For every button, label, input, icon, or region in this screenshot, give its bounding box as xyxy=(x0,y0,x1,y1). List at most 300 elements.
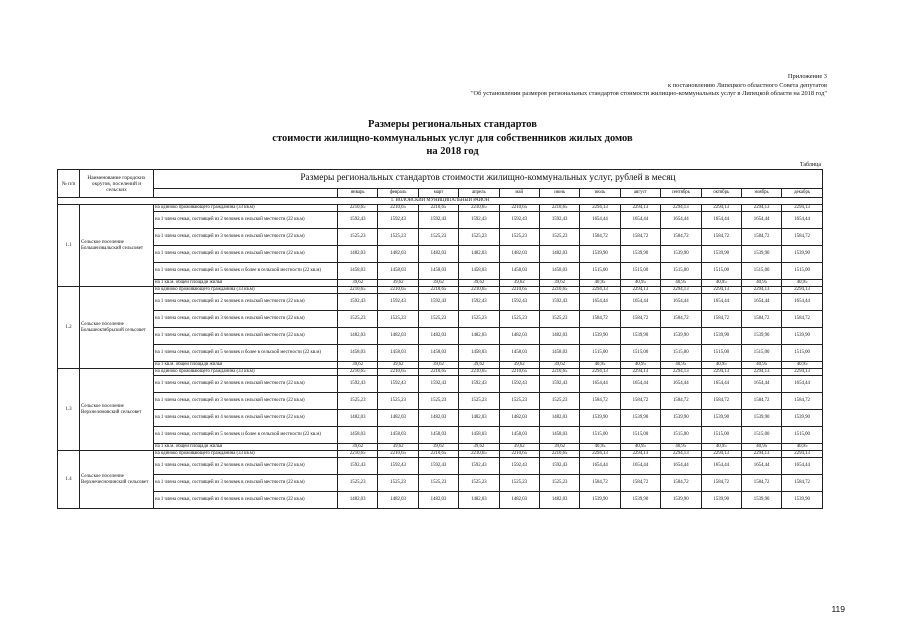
value-cell: 1654,44 xyxy=(620,294,660,311)
value-cell: 1539,90 xyxy=(580,492,620,509)
value-cell: 1654,44 xyxy=(620,212,660,229)
value-cell: 1584,72 xyxy=(661,393,701,410)
value-cell: 2210,65 xyxy=(459,287,499,294)
value-cell: 1458,03 xyxy=(378,345,418,362)
value-cell: 1482,03 xyxy=(539,246,579,263)
value-cell: 39,62 xyxy=(418,362,458,369)
table-row xyxy=(58,205,823,212)
value-cell: 1592,43 xyxy=(499,212,539,229)
value-cell: 39,62 xyxy=(378,280,418,287)
value-cell: 1592,43 xyxy=(418,376,458,393)
value-cell: 39,62 xyxy=(378,362,418,369)
value-cell: 1458,03 xyxy=(459,263,499,280)
header-num: № п/п xyxy=(58,170,80,198)
value-cell: 1525,23 xyxy=(378,229,418,246)
header-month: декабрь xyxy=(782,189,823,198)
value-cell: 39,62 xyxy=(539,444,579,451)
value-cell: 1458,03 xyxy=(539,345,579,362)
header-month: июль xyxy=(580,189,620,198)
value-cell: 1458,03 xyxy=(459,345,499,362)
value-cell: 2294,13 xyxy=(701,287,741,294)
value-cell: 1584,72 xyxy=(741,393,781,410)
value-cell: 2210,65 xyxy=(418,205,458,212)
value-cell: 39,62 xyxy=(338,280,378,287)
value-cell: 1458,03 xyxy=(539,263,579,280)
table-row xyxy=(58,345,823,362)
value-cell: 1592,43 xyxy=(378,458,418,475)
value-cell: 1525,23 xyxy=(338,229,378,246)
row-description: на 1 члена семьи, состоящей из 5 человек и более в сельской местности (22 кв.м) xyxy=(154,345,338,362)
table-row xyxy=(58,451,823,458)
value-cell: 1482,03 xyxy=(459,410,499,427)
value-cell: 1525,23 xyxy=(418,311,458,328)
value-cell: 1458,03 xyxy=(418,263,458,280)
value-cell: 1539,90 xyxy=(620,246,660,263)
value-cell: 1482,03 xyxy=(459,328,499,345)
header-desc-blank xyxy=(154,189,338,198)
value-cell: 1515,00 xyxy=(741,263,781,280)
value-cell: 1584,72 xyxy=(782,393,823,410)
value-cell: 1515,00 xyxy=(580,263,620,280)
value-cell: 1482,03 xyxy=(499,328,539,345)
value-cell: 1539,90 xyxy=(741,328,781,345)
value-cell: 2210,65 xyxy=(499,205,539,212)
value-cell: 40,95 xyxy=(741,280,781,287)
value-cell: 1592,43 xyxy=(418,294,458,311)
value-cell: 1584,72 xyxy=(580,229,620,246)
value-cell: 2294,13 xyxy=(741,369,781,376)
value-cell: 1654,44 xyxy=(782,294,823,311)
value-cell: 2294,13 xyxy=(661,451,701,458)
value-cell: 1458,03 xyxy=(499,345,539,362)
value-cell: 1584,72 xyxy=(620,475,660,492)
value-cell: 1654,44 xyxy=(661,294,701,311)
value-cell: 40,95 xyxy=(741,362,781,369)
value-cell: 1482,03 xyxy=(338,410,378,427)
value-cell: 2210,65 xyxy=(378,205,418,212)
value-cell: 1515,00 xyxy=(741,345,781,362)
value-cell: 40,95 xyxy=(701,280,741,287)
value-cell: 40,95 xyxy=(782,362,823,369)
value-cell: 40,95 xyxy=(661,280,701,287)
value-cell: 2294,13 xyxy=(741,205,781,212)
district-row xyxy=(58,198,823,205)
value-cell: 1458,03 xyxy=(378,263,418,280)
value-cell: 1592,43 xyxy=(459,212,499,229)
header-month: февраль xyxy=(378,189,418,198)
value-cell: 1592,43 xyxy=(539,294,579,311)
value-cell: 1654,44 xyxy=(741,376,781,393)
row-description: на 1 члена семьи, состоящей из 4 человек в сельской местности (22 кв.м) xyxy=(154,328,338,345)
value-cell: 1539,90 xyxy=(580,246,620,263)
value-cell: 1515,00 xyxy=(782,345,823,362)
value-cell: 2210,65 xyxy=(338,451,378,458)
value-cell: 39,62 xyxy=(338,444,378,451)
value-cell: 2210,65 xyxy=(499,287,539,294)
value-cell: 40,95 xyxy=(620,444,660,451)
value-cell: 1584,72 xyxy=(701,393,741,410)
value-cell: 1654,44 xyxy=(580,458,620,475)
value-cell: 1654,44 xyxy=(741,458,781,475)
table-label: Таблица xyxy=(799,162,821,168)
value-cell: 1592,43 xyxy=(338,458,378,475)
value-cell: 1654,44 xyxy=(741,212,781,229)
value-cell: 2294,13 xyxy=(620,451,660,458)
value-cell: 1525,23 xyxy=(459,475,499,492)
value-cell: 1482,03 xyxy=(378,246,418,263)
value-cell: 2294,13 xyxy=(741,451,781,458)
header-month: январь xyxy=(338,189,378,198)
value-cell: 1539,90 xyxy=(782,328,823,345)
row-description: на 1 члена семьи, состоящей из 3 человек в сельской местности (22 кв.м) xyxy=(154,311,338,328)
value-cell: 40,95 xyxy=(580,362,620,369)
header-month: март xyxy=(418,189,458,198)
value-cell: 2210,65 xyxy=(539,287,579,294)
value-cell: 1654,44 xyxy=(661,212,701,229)
value-cell: 1525,23 xyxy=(378,311,418,328)
value-cell: 2210,65 xyxy=(338,369,378,376)
value-cell: 1539,90 xyxy=(782,410,823,427)
row-description: на 1 члена семьи, состоящей из 2 человек в сельской местности (22 кв.м) xyxy=(154,212,338,229)
header-month: сентябрь xyxy=(661,189,701,198)
appendix-label: Приложение 3 xyxy=(787,73,827,80)
value-cell: 2210,65 xyxy=(499,369,539,376)
value-cell: 2210,65 xyxy=(459,369,499,376)
document-title xyxy=(0,118,905,159)
table-row xyxy=(58,427,823,444)
value-cell: 1654,44 xyxy=(580,294,620,311)
value-cell: 1525,23 xyxy=(338,475,378,492)
title-line-2: стоимости жилищно-коммунальных услуг для собственников жилых домов xyxy=(272,132,633,144)
group-name: Сельское поселение Большеоктябрьский сельсовет xyxy=(80,287,154,369)
value-cell: 39,62 xyxy=(338,362,378,369)
value-cell: 39,62 xyxy=(378,444,418,451)
value-cell: 2294,13 xyxy=(701,369,741,376)
value-cell: 1482,03 xyxy=(338,328,378,345)
table-row xyxy=(58,475,823,492)
value-cell: 2294,13 xyxy=(580,287,620,294)
value-cell: 1525,23 xyxy=(338,393,378,410)
table-row xyxy=(58,376,823,393)
group-number: 1.2 xyxy=(58,287,80,369)
value-cell: 1539,90 xyxy=(701,492,741,509)
value-cell: 1525,23 xyxy=(499,393,539,410)
value-cell: 40,95 xyxy=(661,362,701,369)
value-cell: 1515,00 xyxy=(701,263,741,280)
value-cell: 2210,65 xyxy=(539,369,579,376)
table-row xyxy=(58,362,823,369)
value-cell: 1654,44 xyxy=(701,376,741,393)
value-cell: 2294,13 xyxy=(661,205,701,212)
table-row xyxy=(58,294,823,311)
row-description: на одиноко проживающего гражданина (33 кв.м) xyxy=(154,369,338,376)
value-cell: 1515,00 xyxy=(782,263,823,280)
value-cell: 2210,65 xyxy=(499,451,539,458)
value-cell: 1539,90 xyxy=(782,246,823,263)
value-cell: 1525,23 xyxy=(418,475,458,492)
table-row xyxy=(58,492,823,509)
row-description: на 1 члена семьи, состоящей из 4 человек в сельской местности (22 кв.м) xyxy=(154,246,338,263)
value-cell: 40,95 xyxy=(661,444,701,451)
value-cell: 1654,44 xyxy=(620,458,660,475)
value-cell: 1482,03 xyxy=(418,328,458,345)
value-cell: 1515,00 xyxy=(661,345,701,362)
table-row xyxy=(58,212,823,229)
value-cell: 1592,43 xyxy=(539,376,579,393)
header-month: июнь xyxy=(539,189,579,198)
value-cell: 1584,72 xyxy=(782,311,823,328)
table-row xyxy=(58,287,823,294)
value-cell: 1539,90 xyxy=(661,328,701,345)
table-row xyxy=(58,410,823,427)
value-cell: 2294,13 xyxy=(782,369,823,376)
value-cell: 1592,43 xyxy=(459,294,499,311)
value-cell: 1515,00 xyxy=(580,345,620,362)
value-cell: 1515,00 xyxy=(782,427,823,444)
table-row xyxy=(58,369,823,376)
table-row xyxy=(58,393,823,410)
value-cell: 39,62 xyxy=(499,362,539,369)
row-description: на 1 члена семьи, состоящей из 2 человек в сельской местности (22 кв.м) xyxy=(154,376,338,393)
value-cell: 1482,03 xyxy=(499,410,539,427)
value-cell: 2210,65 xyxy=(459,451,499,458)
row-description: на 1 кв.м. общей площади жилья xyxy=(154,444,338,451)
value-cell: 2294,13 xyxy=(580,369,620,376)
header-month: апрель xyxy=(459,189,499,198)
value-cell: 1482,03 xyxy=(539,410,579,427)
value-cell: 2294,13 xyxy=(782,287,823,294)
value-cell: 1584,72 xyxy=(580,475,620,492)
table-body xyxy=(58,198,823,509)
value-cell: 1482,03 xyxy=(459,246,499,263)
value-cell: 2294,13 xyxy=(701,205,741,212)
title-line-1: Размеры региональных стандартов xyxy=(368,119,537,130)
appendix-resolution-title: "Об установлении размеров региональных стандартов стоимости жилищно-коммунальных услуг в Липецкой области на 2018 год" xyxy=(470,90,827,98)
value-cell: 39,62 xyxy=(418,280,458,287)
value-cell: 1539,90 xyxy=(701,328,741,345)
value-cell: 1654,44 xyxy=(580,212,620,229)
table-row xyxy=(58,311,823,328)
value-cell: 1592,43 xyxy=(418,458,458,475)
value-cell: 1525,23 xyxy=(378,475,418,492)
value-cell: 1654,44 xyxy=(741,294,781,311)
value-cell: 2210,65 xyxy=(539,205,579,212)
value-cell: 39,62 xyxy=(459,444,499,451)
value-cell: 1539,90 xyxy=(741,492,781,509)
value-cell: 2294,13 xyxy=(701,451,741,458)
value-cell: 1539,90 xyxy=(620,410,660,427)
value-cell: 1515,00 xyxy=(620,427,660,444)
value-cell: 1539,90 xyxy=(620,328,660,345)
value-cell: 1584,72 xyxy=(741,311,781,328)
value-cell: 1539,90 xyxy=(661,246,701,263)
value-cell: 1584,72 xyxy=(620,393,660,410)
value-cell: 40,95 xyxy=(580,280,620,287)
value-cell: 1482,03 xyxy=(418,410,458,427)
value-cell: 2294,13 xyxy=(741,287,781,294)
value-cell: 2294,13 xyxy=(620,205,660,212)
value-cell: 1525,23 xyxy=(378,393,418,410)
value-cell: 2294,13 xyxy=(782,205,823,212)
value-cell: 1654,44 xyxy=(580,376,620,393)
value-cell: 1525,23 xyxy=(459,393,499,410)
row-description: на 1 члена семьи, состоящей из 3 человек в сельской местности (22 кв.м) xyxy=(154,475,338,492)
value-cell: 40,95 xyxy=(782,280,823,287)
value-cell: 40,95 xyxy=(580,444,620,451)
value-cell: 1592,43 xyxy=(499,294,539,311)
value-cell: 1458,03 xyxy=(459,427,499,444)
group-name: Сельское поселение Верхнечесночинский сельсовет xyxy=(80,451,154,509)
value-cell: 1539,90 xyxy=(580,328,620,345)
value-cell: 39,62 xyxy=(459,362,499,369)
value-cell: 40,95 xyxy=(741,444,781,451)
value-cell: 39,62 xyxy=(539,280,579,287)
value-cell: 1482,03 xyxy=(499,246,539,263)
table-row xyxy=(58,246,823,263)
value-cell: 1482,03 xyxy=(539,492,579,509)
value-cell: 1584,72 xyxy=(741,475,781,492)
value-cell: 1592,43 xyxy=(418,212,458,229)
row-description: на 1 члена семьи, состоящей из 2 человек в сельской местности (22 кв.м) xyxy=(154,294,338,311)
value-cell: 1584,72 xyxy=(661,475,701,492)
row-description: на 1 кв.м. общей площади жилья xyxy=(154,362,338,369)
page-number: 119 xyxy=(831,604,845,614)
row-description: на 1 кв.м. общей площади жилья xyxy=(154,280,338,287)
value-cell: 1592,43 xyxy=(459,376,499,393)
value-cell: 1458,03 xyxy=(418,345,458,362)
district-name: 1. ВОЛОВСКИЙ МУНИЦИПАЛЬНЫЙ РАЙОН xyxy=(58,198,823,205)
value-cell: 1482,03 xyxy=(378,492,418,509)
appendix-header xyxy=(471,73,827,99)
value-cell: 2210,65 xyxy=(539,451,579,458)
header-month: август xyxy=(620,189,660,198)
value-cell: 1584,72 xyxy=(701,475,741,492)
value-cell: 1482,03 xyxy=(499,492,539,509)
value-cell: 40,95 xyxy=(782,444,823,451)
group-name: Сельское поселение Верхнеломовский сельсовет xyxy=(80,369,154,451)
value-cell: 1654,44 xyxy=(701,212,741,229)
table-row xyxy=(58,444,823,451)
row-description: на одиноко проживающего гражданина (33 кв.м) xyxy=(154,451,338,458)
value-cell: 1458,03 xyxy=(539,427,579,444)
value-cell: 1525,23 xyxy=(539,393,579,410)
value-cell: 1539,90 xyxy=(741,410,781,427)
value-cell: 1458,03 xyxy=(499,427,539,444)
value-cell: 40,95 xyxy=(620,280,660,287)
value-cell: 1539,90 xyxy=(741,246,781,263)
value-cell: 1458,03 xyxy=(338,345,378,362)
row-description: на 1 члена семьи, состоящей из 4 человек в сельской местности (22 кв.м) xyxy=(154,492,338,509)
value-cell: 1584,72 xyxy=(661,229,701,246)
value-cell: 1515,00 xyxy=(620,345,660,362)
value-cell: 40,95 xyxy=(620,362,660,369)
value-cell: 1592,43 xyxy=(338,376,378,393)
value-cell: 1525,23 xyxy=(418,229,458,246)
value-cell: 2294,13 xyxy=(661,287,701,294)
header-month: октябрь xyxy=(701,189,741,198)
value-cell: 1539,90 xyxy=(661,492,701,509)
value-cell: 1584,72 xyxy=(782,475,823,492)
value-cell: 1458,03 xyxy=(338,263,378,280)
value-cell: 1515,00 xyxy=(701,345,741,362)
group-number: 1.3 xyxy=(58,369,80,451)
value-cell: 2210,65 xyxy=(378,287,418,294)
group-number: 1.4 xyxy=(58,451,80,509)
value-cell: 39,62 xyxy=(499,444,539,451)
value-cell: 1515,00 xyxy=(741,427,781,444)
value-cell: 1482,03 xyxy=(418,246,458,263)
value-cell: 1525,23 xyxy=(499,229,539,246)
value-cell: 1482,03 xyxy=(338,492,378,509)
value-cell: 1592,43 xyxy=(338,294,378,311)
value-cell: 1584,72 xyxy=(701,311,741,328)
value-cell: 2210,65 xyxy=(378,451,418,458)
value-cell: 1654,44 xyxy=(661,458,701,475)
value-cell: 1525,23 xyxy=(499,475,539,492)
value-cell: 1654,44 xyxy=(701,458,741,475)
header-month: ноябрь xyxy=(741,189,781,198)
value-cell: 1654,44 xyxy=(701,294,741,311)
value-cell: 1525,23 xyxy=(539,229,579,246)
value-cell: 39,62 xyxy=(459,280,499,287)
value-cell: 2210,65 xyxy=(418,451,458,458)
value-cell: 40,95 xyxy=(701,444,741,451)
value-cell: 1539,90 xyxy=(661,410,701,427)
value-cell: 1584,72 xyxy=(741,229,781,246)
row-description: на 1 члена семьи, состоящей из 3 человек в сельской местности (22 кв.м) xyxy=(154,229,338,246)
value-cell: 1539,90 xyxy=(701,410,741,427)
value-cell: 1458,03 xyxy=(338,427,378,444)
value-cell: 1458,03 xyxy=(418,427,458,444)
table-row xyxy=(58,458,823,475)
value-cell: 39,62 xyxy=(499,280,539,287)
group-name: Сельское поселение Большеизвальский сельсовет xyxy=(80,205,154,287)
value-cell: 1525,23 xyxy=(539,475,579,492)
value-cell: 1584,72 xyxy=(580,393,620,410)
row-description: на одиноко проживающего гражданина (33 кв.м) xyxy=(154,205,338,212)
value-cell: 1525,23 xyxy=(539,311,579,328)
value-cell: 2210,65 xyxy=(338,287,378,294)
header-name: Наименование городских округов, поселений и сельских xyxy=(80,170,154,198)
value-cell: 1584,72 xyxy=(701,229,741,246)
value-cell: 1458,03 xyxy=(499,263,539,280)
table-row xyxy=(58,263,823,280)
value-cell: 1515,00 xyxy=(661,263,701,280)
value-cell: 1592,43 xyxy=(378,376,418,393)
standards-table xyxy=(57,169,823,509)
value-cell: 1654,44 xyxy=(782,458,823,475)
table-row xyxy=(58,229,823,246)
value-cell: 1525,23 xyxy=(418,393,458,410)
table-row xyxy=(58,328,823,345)
value-cell: 1592,43 xyxy=(499,376,539,393)
value-cell: 2210,65 xyxy=(459,205,499,212)
value-cell: 1584,72 xyxy=(620,311,660,328)
row-description: на одиноко проживающего гражданина (33 кв.м) xyxy=(154,287,338,294)
value-cell: 1539,90 xyxy=(620,492,660,509)
value-cell: 1592,43 xyxy=(338,212,378,229)
month-header-row xyxy=(58,189,823,198)
value-cell: 1515,00 xyxy=(620,263,660,280)
value-cell: 1539,90 xyxy=(580,410,620,427)
value-cell: 1539,90 xyxy=(782,492,823,509)
value-cell: 1584,72 xyxy=(620,229,660,246)
value-cell: 1592,43 xyxy=(378,212,418,229)
value-cell: 1654,44 xyxy=(782,212,823,229)
value-cell: 1654,44 xyxy=(782,376,823,393)
value-cell: 1458,03 xyxy=(378,427,418,444)
row-description: на 1 члена семьи, состоящей из 5 человек и более в сельской местности (22 кв.м) xyxy=(154,427,338,444)
